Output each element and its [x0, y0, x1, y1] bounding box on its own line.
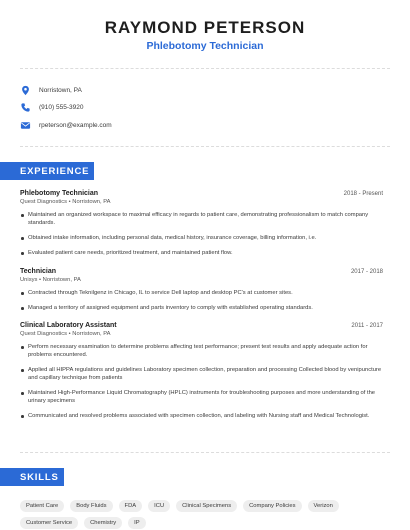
section-heading-experience: EXPERIENCE [0, 162, 94, 180]
skill-chip: Company Policies [243, 500, 301, 512]
envelope-icon [20, 120, 31, 131]
job-company: Unisys • Norristown, PA [20, 277, 81, 283]
job-company: Quest Diagnostics • Norristown, PA [20, 199, 111, 205]
job-bullets [20, 211, 383, 257]
job-bullets [20, 289, 383, 312]
contact-email[interactable] [20, 119, 112, 131]
skill-chip: Patient Care [20, 500, 64, 512]
skill-chip: ICU [148, 500, 170, 512]
job-entry [20, 322, 383, 427]
job-bullet: Contracted through Teknilgenz in Chicago, IL to service Dell laptop and desktop PC's at customer sites. [20, 289, 383, 297]
job-title: Technician [20, 268, 57, 275]
job-bullet: Applied all HIPPA regulations and guidelines Laboratory specimen collection, preparation and processing Collected blood by venipuncture and capillary technique from patients [20, 366, 383, 382]
contact-phone-text: (910) 555-3920 [39, 103, 84, 111]
job-bullet: Maintained High-Performance Liquid Chromatography (HPLC) instruments for troubleshooting purposes and more understanding of the urinary specimens [20, 389, 383, 405]
job-dates: 2017 - 2018 [350, 269, 383, 275]
job-bullet: Evaluated patient care needs, prioritized treatment, and maintained patient flow. [20, 249, 383, 257]
job-entry [20, 190, 383, 264]
job-bullet: Communicated and resolved problems associated with specimen collection, and labeling with Nursing staff and Medical Technologist. [20, 412, 383, 420]
job-bullet: Obtained intake information, including personal data, medical history, insurance coverage, billing information, i.e. [20, 234, 383, 242]
job-dates: 2011 - 2017 [351, 323, 383, 329]
candidate-name: RAYMOND PETERSON [104, 18, 306, 37]
section-heading-skills: SKILLS [0, 468, 64, 486]
map-pin-icon [20, 85, 31, 96]
skill-chip: Body Fluids [70, 500, 112, 512]
divider [20, 68, 390, 69]
job-bullet: Maintained an organized workspace to maximal efficacy in regards to patient care, demonstrating professionalism to match company standards. [20, 211, 383, 227]
contact-location-text: Norristown, PA [39, 86, 82, 94]
divider [20, 146, 390, 147]
skill-chip: IP [128, 517, 145, 529]
skill-chip: Chemistry [84, 517, 122, 529]
skill-chip: Customer Service [20, 517, 78, 529]
skill-chip: Clinical Specimens [176, 500, 237, 512]
job-entry [20, 268, 383, 319]
job-title: Clinical Laboratory Assistant [20, 322, 117, 329]
phone-icon [20, 102, 31, 113]
job-bullets [20, 343, 383, 420]
job-title: Phlebotomy Technician [20, 190, 99, 197]
job-dates: 2018 - Present [343, 191, 383, 197]
skills-list [20, 500, 392, 530]
divider [20, 452, 390, 453]
candidate-title: Phlebotomy Technician [146, 40, 264, 52]
job-bullet: Managed a territory of assigned equipment and parts inventory to comply with established operating standards. [20, 304, 383, 312]
skill-chip: FDA [119, 500, 143, 512]
contact-phone [20, 101, 83, 113]
skill-chip: Verizon [308, 500, 339, 512]
contact-location [20, 84, 82, 96]
job-bullet: Perform necessary examination to determine problems affecting test performance; present test results and apply adequate action for problems encountered. [20, 343, 383, 359]
contact-email-text[interactable]: rpeterson@example.com [39, 121, 112, 129]
job-company: Quest Diagnostics • Norristown, PA [20, 331, 111, 337]
